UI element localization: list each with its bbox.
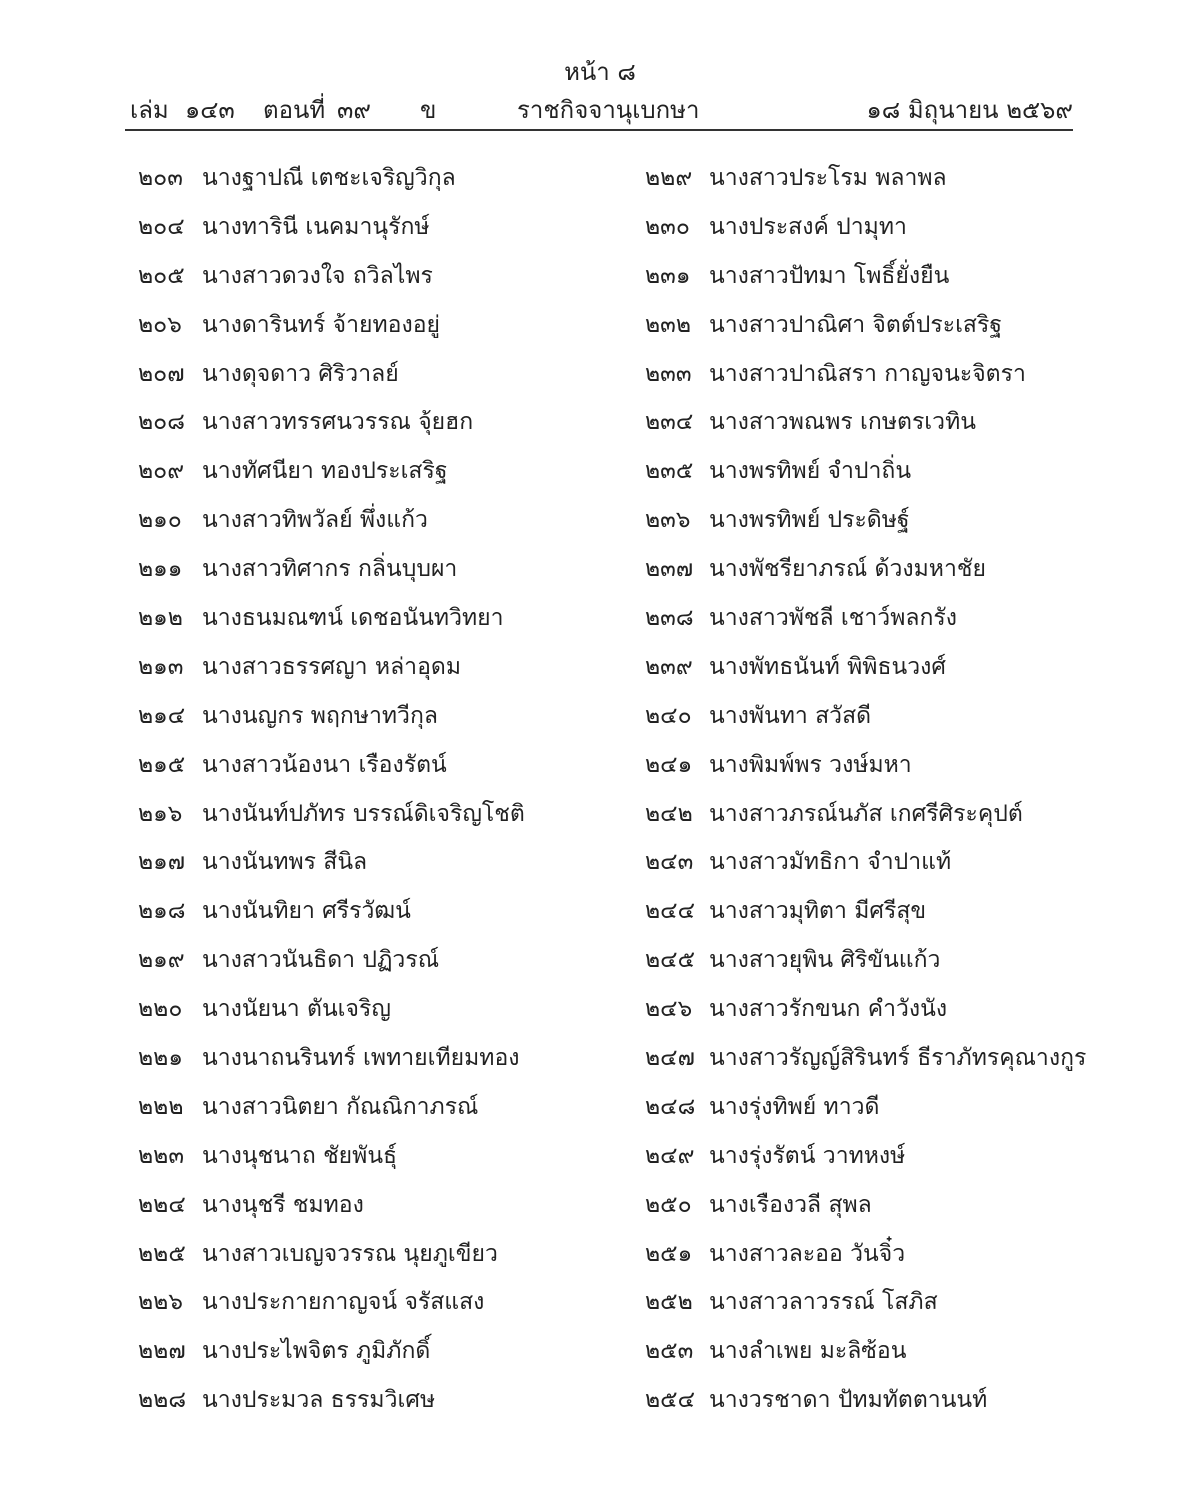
list-item <box>138 399 618 448</box>
person-name: นางทารินี เนคมานุรักษ์ <box>202 213 430 240</box>
person-name: นางสาวน้องนา เรืองรัตน์ <box>202 751 447 778</box>
person-name: นางประสงค์ ปามุทา <box>709 213 907 240</box>
person-name: นางนันท์ปภัทร บรรณ์ดิเจริญโชติ <box>202 800 525 827</box>
person-name: นางสาวยุพิน ศิริขันแก้ว <box>709 947 941 974</box>
entry-number: ๒๐๗ <box>138 360 185 387</box>
entry-number: ๒๐๕ <box>138 262 185 289</box>
list-item <box>645 253 1105 302</box>
list-item <box>138 1377 618 1426</box>
person-name: นางพรทิพย์ จำปาถิ่น <box>709 458 912 485</box>
list-item <box>138 253 618 302</box>
entry-number: ๒๑๙ <box>138 947 185 974</box>
entry-number: ๒๐๘ <box>138 409 185 436</box>
list-item <box>138 1231 618 1280</box>
entry-number: ๒๑๖ <box>138 800 183 827</box>
entry-number: ๒๒๙ <box>645 165 693 191</box>
list-item <box>645 693 1105 742</box>
entry-number: ๒๒๗ <box>138 1338 186 1365</box>
person-name: นางสาวปาณิสรา กาญจนะจิตรา <box>709 360 1026 387</box>
person-name: นางนุชนาถ ชัยพันธุ์ <box>202 1142 398 1169</box>
list-item <box>138 497 618 546</box>
person-name: นางพัทธนันท์ พิพิธนวงศ์ <box>709 653 946 680</box>
entry-number: ๒๓๐ <box>645 213 690 240</box>
list-item <box>138 1084 618 1133</box>
person-name: นางสาวนิตยา กัณณิกาภรณ์ <box>202 1093 479 1120</box>
list-item <box>138 155 618 204</box>
entry-number: ๒๒๓ <box>138 1142 185 1169</box>
list-item <box>645 937 1105 986</box>
list-item <box>645 1084 1105 1133</box>
volume-number: ๑๔๓ <box>185 96 235 124</box>
list-item <box>645 1231 1105 1280</box>
person-name: นางวรชาดา ปัทมทัตตานนท์ <box>709 1387 988 1414</box>
list-item <box>645 888 1105 937</box>
list-item <box>138 888 618 937</box>
entry-number: ๒๔๔ <box>645 898 695 925</box>
person-name: นางสาวทิศากร กลิ่นบุบผา <box>202 556 458 583</box>
list-item <box>645 1182 1105 1231</box>
person-name: นางประมวล ธรรมวิเศษ <box>202 1387 436 1414</box>
person-name: นางดารินทร์ จ้ายทองอยู่ <box>202 311 440 338</box>
header-rule <box>125 129 1073 131</box>
person-name: นางนุชรี ชมทอง <box>202 1191 364 1218</box>
entry-number: ๒๑๑ <box>138 556 183 583</box>
entry-number: ๒๑๒ <box>138 605 183 632</box>
list-item <box>645 1035 1105 1084</box>
entry-number: ๒๓๘ <box>645 605 694 632</box>
list-item <box>645 839 1105 888</box>
list-item <box>138 1279 618 1328</box>
person-name: นางสาวประโรม พลาพล <box>709 165 947 191</box>
gazette-title: ราชกิจจานุเบกษา <box>517 96 700 124</box>
list-item <box>645 302 1105 351</box>
list-item <box>645 1328 1105 1377</box>
person-name: นางดุจดาว ศิริวาลย์ <box>202 360 399 387</box>
entry-number: ๒๐๓ <box>138 165 183 191</box>
person-name: นางสาวทรรศนวรรณ จุ้ยฮก <box>202 409 474 436</box>
person-name: นางฐาปณี เตชะเจริญวิกุล <box>202 165 456 191</box>
person-name: นางพันทา สวัสดี <box>709 702 872 729</box>
list-item <box>645 1133 1105 1182</box>
person-name: นางสาวธรรศญา หล่าอุดม <box>202 653 461 680</box>
issue-number: ๓๙ <box>337 96 371 124</box>
list-item <box>645 595 1105 644</box>
entry-number: ๒๐๖ <box>138 311 182 338</box>
entry-number: ๒๓๒ <box>645 311 692 338</box>
person-name: นางสาวดวงใจ ถวิลไพร <box>202 262 433 289</box>
list-item <box>645 644 1105 693</box>
entry-number: ๒๔๕ <box>645 947 695 974</box>
name-list-right <box>645 155 1105 1426</box>
entry-number: ๒๔๒ <box>645 800 693 827</box>
person-name: นางพัชรียาภรณ์ ด้วงมหาชัย <box>709 556 986 583</box>
person-name: นางสาวลาวรรณ์ โสภิส <box>709 1289 938 1316</box>
list-item <box>138 986 618 1035</box>
entry-number: ๒๑๐ <box>138 507 182 534</box>
entry-number: ๒๓๑ <box>645 262 691 289</box>
entry-number: ๒๔๓ <box>645 849 694 876</box>
list-item <box>645 1377 1105 1426</box>
list-item <box>645 497 1105 546</box>
list-item <box>138 839 618 888</box>
person-name: นางสาวปาณิศา จิตต์ประเสริฐ <box>709 311 1003 338</box>
person-name: นางสาวละออ วันจิ๋ว <box>709 1240 906 1267</box>
entry-number: ๒๕๒ <box>645 1289 693 1316</box>
name-list-left <box>138 155 618 1426</box>
person-name: นางสาวมุทิตา มีศรีสุข <box>709 898 927 925</box>
person-name: นางนันทพร สีนิล <box>202 849 368 876</box>
entry-number: ๒๒๐ <box>138 996 183 1023</box>
person-name: นางนญกร พฤกษาทวีกุล <box>202 702 438 729</box>
list-item <box>645 986 1105 1035</box>
entry-number: ๒๑๗ <box>138 849 186 876</box>
person-name: นางรุ่งรัตน์ วาทหงษ์ <box>709 1142 906 1169</box>
list-item <box>138 791 618 840</box>
person-name: นางสาวรัญญ์สิรินทร์ ธีราภัทรคุณางกูร <box>709 1045 1087 1072</box>
entry-number: ๒๓๙ <box>645 653 693 680</box>
person-name: นางสาวเบญจวรรณ นุยภูเขียว <box>202 1240 498 1267</box>
entry-number: ๒๓๗ <box>645 556 694 583</box>
list-item <box>138 1328 618 1377</box>
person-name: นางสาวทิพวัลย์ พึ่งแก้ว <box>202 507 428 534</box>
list-item <box>138 1035 618 1084</box>
person-name: นางประไพจิตร ภูมิภักดิ์ <box>202 1338 431 1365</box>
section-letter: ข <box>420 96 437 124</box>
entry-number: ๒๐๙ <box>138 458 185 485</box>
entry-number: ๒๔๘ <box>645 1093 696 1120</box>
publication-date: ๑๘ มิถุนายน ๒๕๖๙ <box>866 96 1073 124</box>
list-item <box>645 399 1105 448</box>
person-name: นางสาวภรณ์นภัส เกศรีศิระคุปต์ <box>709 800 1023 827</box>
list-item <box>645 204 1105 253</box>
list-item <box>138 644 618 693</box>
entry-number: ๒๑๔ <box>138 702 186 729</box>
list-item <box>645 351 1105 400</box>
list-item <box>645 546 1105 595</box>
entry-number: ๒๒๖ <box>138 1289 183 1316</box>
entry-number: ๒๒๑ <box>138 1045 183 1072</box>
person-name: นางเรืองวลี สุพล <box>709 1191 872 1218</box>
list-item <box>645 448 1105 497</box>
person-name: นางสาวปัทมา โพธิ์ยั่งยืน <box>709 262 950 289</box>
entry-number: ๒๒๘ <box>138 1387 187 1414</box>
volume-label: เล่ม <box>130 96 169 124</box>
entry-number: ๒๑๓ <box>138 653 184 680</box>
entry-number: ๒๒๒ <box>138 1093 184 1120</box>
entry-number: ๒๒๔ <box>138 1191 186 1218</box>
person-name: นางธนมณฑน์ เดชอนันทวิทยา <box>202 605 504 632</box>
list-item <box>645 742 1105 791</box>
person-name: นางพิมพ์พร วงษ์มหา <box>709 751 912 778</box>
entry-number: ๒๔๐ <box>645 702 692 729</box>
person-name: นางนาถนรินทร์ เพทายเทียมทอง <box>202 1045 520 1072</box>
person-name: นางสาวนันธิดา ปฏิวรณ์ <box>202 947 440 974</box>
entry-number: ๒๓๕ <box>645 458 694 485</box>
list-item <box>645 155 1105 204</box>
entry-number: ๒๔๗ <box>645 1045 695 1072</box>
gazette-header <box>125 94 1073 126</box>
person-name: นางลำเพย มะลิซ้อน <box>709 1338 907 1365</box>
list-item <box>138 595 618 644</box>
person-name: นางสาวพณพร เกษตรเวทิน <box>709 409 976 436</box>
entry-number: ๒๑๕ <box>138 751 186 778</box>
person-name: นางทัศนียา ทองประเสริฐ <box>202 458 448 485</box>
entry-number: ๒๓๓ <box>645 360 692 387</box>
list-item <box>138 1182 618 1231</box>
entry-number: ๒๓๖ <box>645 507 691 534</box>
issue-label: ตอนที่ <box>263 96 326 124</box>
list-item <box>138 937 618 986</box>
page-number: หน้า ๘ <box>564 58 636 86</box>
entry-number: ๒๑๘ <box>138 898 186 925</box>
list-item <box>138 302 618 351</box>
entry-number: ๒๕๐ <box>645 1191 692 1218</box>
list-item <box>138 546 618 595</box>
person-name: นางสาวมัทธิกา จำปาแท้ <box>709 849 952 876</box>
entry-number: ๒๔๑ <box>645 751 693 778</box>
entry-number: ๒๔๙ <box>645 1142 695 1169</box>
list-item <box>138 1133 618 1182</box>
person-name: นางรุ่งทิพย์ ทาวดี <box>709 1093 880 1120</box>
list-item <box>138 448 618 497</box>
entry-number: ๒๕๔ <box>645 1387 695 1414</box>
person-name: นางนัยนา ตันเจริญ <box>202 996 391 1023</box>
list-item <box>138 742 618 791</box>
person-name: นางสาวรักขนก คำวังนัง <box>709 996 948 1023</box>
list-item <box>645 791 1105 840</box>
list-item <box>138 351 618 400</box>
entry-number: ๒๓๔ <box>645 409 694 436</box>
entry-number: ๒๒๕ <box>138 1240 186 1267</box>
list-item <box>138 693 618 742</box>
person-name: นางนันทิยา ศรีรวัฒน์ <box>202 898 411 925</box>
list-item <box>138 204 618 253</box>
person-name: นางประกายกาญจน์ จรัสแสง <box>202 1289 485 1316</box>
entry-number: ๒๕๓ <box>645 1338 694 1365</box>
entry-number: ๒๔๖ <box>645 996 693 1023</box>
entry-number: ๒๐๔ <box>138 213 185 240</box>
person-name: นางพรทิพย์ ประดิษฐ์ <box>709 507 910 534</box>
list-item <box>645 1279 1105 1328</box>
entry-number: ๒๕๑ <box>645 1240 693 1267</box>
person-name: นางสาวพัชลี เชาว์พลกรัง <box>709 605 957 632</box>
